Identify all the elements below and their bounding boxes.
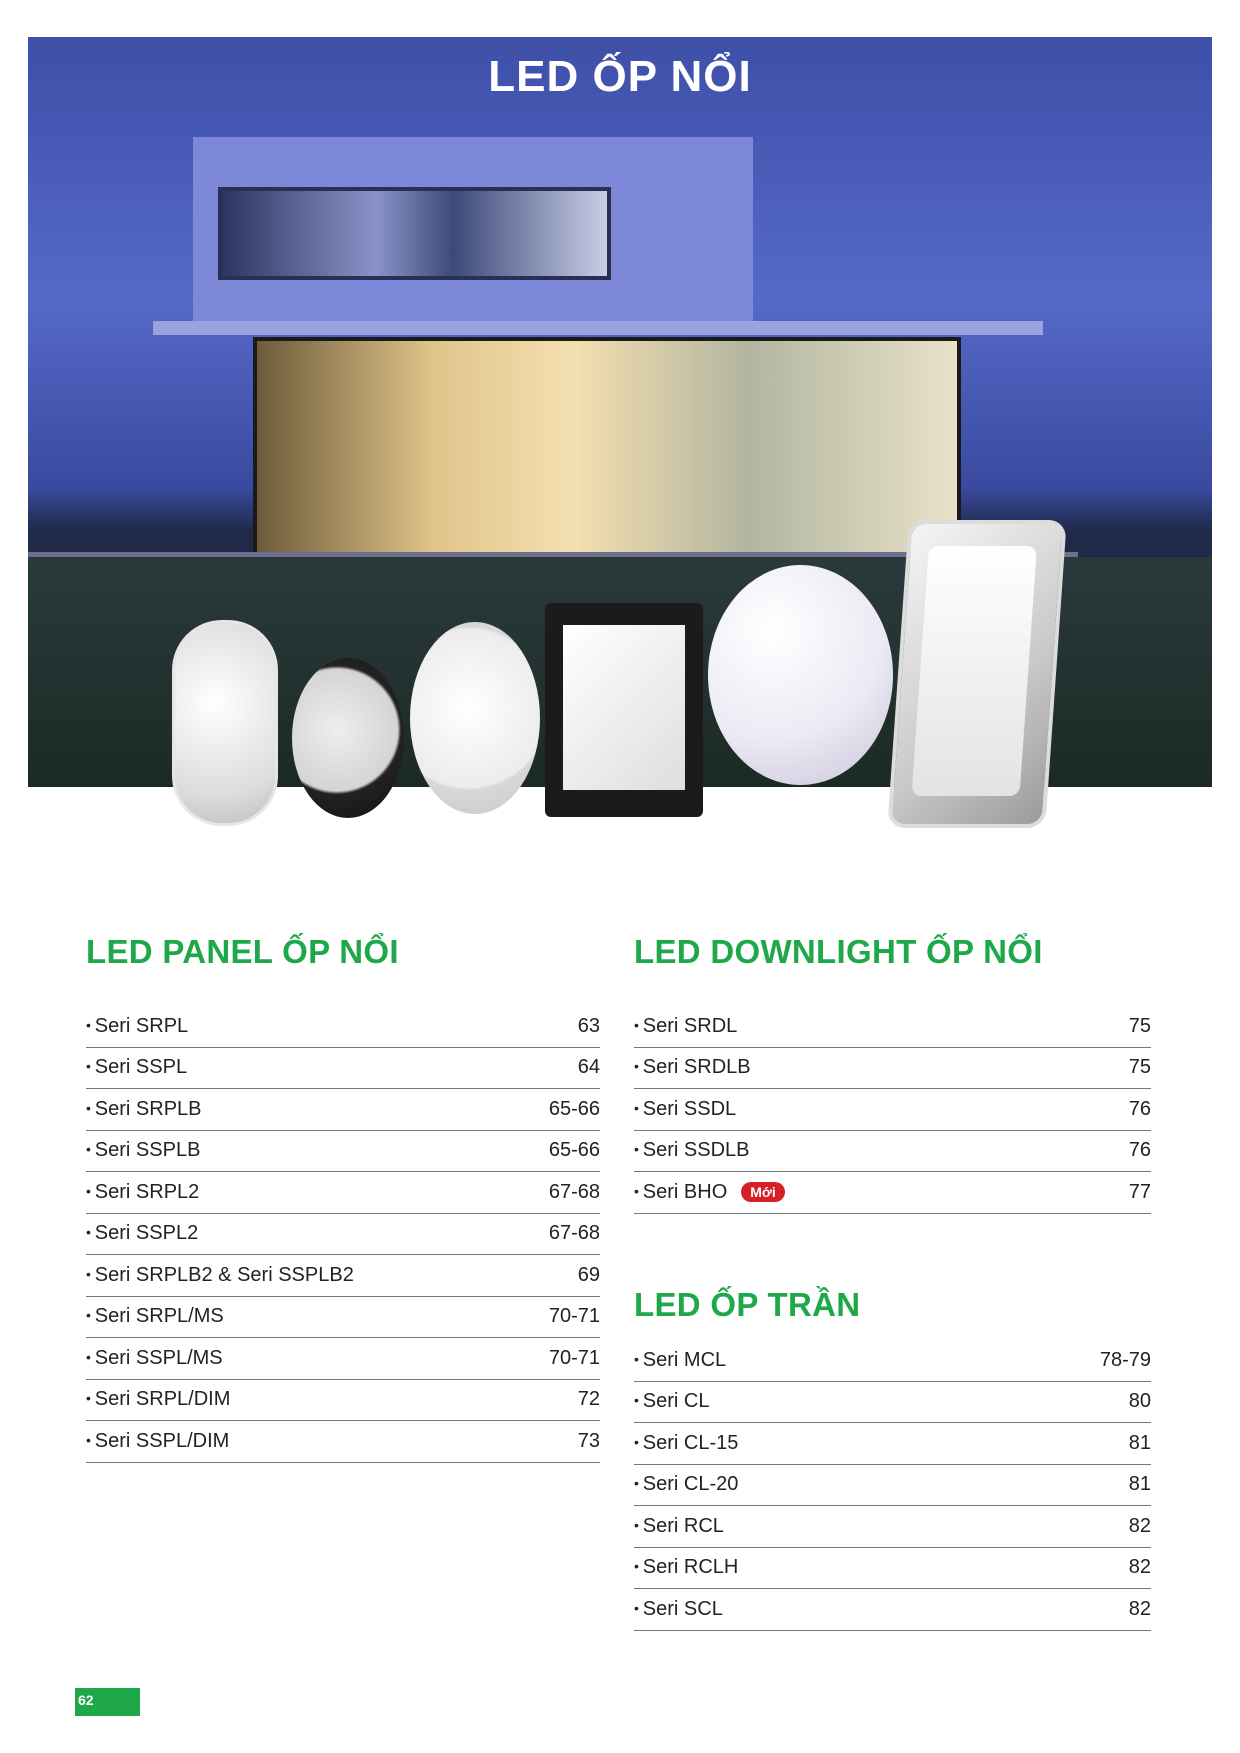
item-page: 75: [1128, 1056, 1151, 1079]
item-page: 65-66: [548, 1139, 600, 1162]
dome-ceiling-light-product: [708, 565, 893, 785]
item-page: 67-68: [548, 1180, 600, 1203]
house-roof-slab: [153, 321, 1043, 335]
item-name: • Seri SSPLB: [86, 1139, 200, 1162]
black-square-panel-product: [545, 603, 703, 817]
item-page: 77: [1128, 1180, 1151, 1203]
list-item[interactable]: [86, 1131, 600, 1173]
item-page: 76: [1128, 1139, 1151, 1162]
section-title-downlight: LED DOWNLIGHT ỐP NỔI: [634, 933, 1043, 970]
list-item[interactable]: [634, 1506, 1151, 1548]
section-title-ceiling: LED ỐP TRẦN: [634, 1286, 861, 1323]
item-page: 82: [1128, 1597, 1151, 1620]
item-name: • Seri CL-15: [634, 1432, 738, 1455]
item-name: • Seri CL: [634, 1390, 710, 1413]
list-item[interactable]: [634, 1465, 1151, 1507]
list-item[interactable]: [634, 1172, 1151, 1214]
ceiling-list: [634, 1340, 1151, 1631]
item-name: • Seri SRPL: [86, 1015, 188, 1038]
list-item[interactable]: [634, 1423, 1151, 1465]
item-name: • Seri SRPL2: [86, 1181, 199, 1204]
list-item[interactable]: [86, 1006, 600, 1048]
list-item[interactable]: [86, 1421, 600, 1463]
item-page: 63: [577, 1014, 600, 1037]
house-glass-room: [253, 337, 961, 560]
item-page: 80: [1128, 1390, 1151, 1413]
item-name: • Seri SRPLB: [86, 1098, 202, 1121]
item-page: 81: [1128, 1473, 1151, 1496]
list-item[interactable]: [634, 1131, 1151, 1173]
hero-title: LED ỐP NỔI: [488, 52, 752, 101]
list-item[interactable]: [86, 1172, 600, 1214]
list-item[interactable]: [634, 1048, 1151, 1090]
white-round-panel-product: [410, 622, 540, 814]
item-name: • Seri MCL: [634, 1349, 726, 1372]
item-page: 81: [1128, 1431, 1151, 1454]
item-name: • Seri SRPL/MS: [86, 1305, 224, 1328]
item-page: 70-71: [548, 1305, 600, 1328]
list-item[interactable]: [634, 1006, 1151, 1048]
item-page: 72: [577, 1388, 600, 1411]
item-page: 73: [577, 1429, 600, 1452]
panel-list: [86, 1006, 600, 1463]
list-item[interactable]: [86, 1048, 600, 1090]
item-name: • Seri SRDL: [634, 1015, 737, 1038]
item-name: • Seri RCL: [634, 1515, 724, 1538]
item-name: • Seri SSPL/DIM: [86, 1430, 229, 1453]
item-name: • Seri SSDLB: [634, 1139, 750, 1162]
downlight-list: [634, 1006, 1151, 1214]
new-badge: Mới: [741, 1182, 785, 1202]
list-item[interactable]: [634, 1382, 1151, 1424]
item-page: 82: [1128, 1514, 1151, 1537]
item-page: 75: [1128, 1014, 1151, 1037]
black-round-light-product: [292, 658, 404, 818]
list-item[interactable]: [86, 1214, 600, 1256]
list-item[interactable]: [634, 1089, 1151, 1131]
list-item[interactable]: [634, 1589, 1151, 1631]
item-name: • Seri RCLH: [634, 1556, 738, 1579]
item-page: 65-66: [548, 1097, 600, 1120]
item-page: 67-68: [548, 1222, 600, 1245]
section-title-panel: LED PANEL ỐP NỔI: [86, 933, 399, 970]
item-name: • Seri SCL: [634, 1598, 723, 1621]
house-upper-window: [218, 187, 611, 280]
tray-ceiling-light-product: [887, 520, 1067, 828]
list-item[interactable]: [634, 1340, 1151, 1382]
item-name: • Seri SSPL2: [86, 1222, 198, 1245]
item-name: • Seri SRPL/DIM: [86, 1388, 230, 1411]
list-item[interactable]: [86, 1338, 600, 1380]
item-page: 70-71: [548, 1346, 600, 1369]
item-name: • Seri BHO: [634, 1181, 727, 1204]
item-page: 76: [1128, 1097, 1151, 1120]
item-page: 82: [1128, 1556, 1151, 1579]
item-page: 69: [577, 1263, 600, 1286]
item-name: • Seri SRDLB: [634, 1056, 751, 1079]
oval-light-product: [172, 620, 278, 826]
item-name: • Seri CL-20: [634, 1473, 738, 1496]
item-name: • Seri SSPL/MS: [86, 1347, 223, 1370]
list-item[interactable]: [634, 1548, 1151, 1590]
list-item[interactable]: [86, 1380, 600, 1422]
item-name: • Seri SSDL: [634, 1098, 736, 1121]
page-number: 62: [75, 1688, 140, 1716]
list-item[interactable]: [86, 1089, 600, 1131]
list-item[interactable]: [86, 1297, 600, 1339]
item-page: 64: [577, 1056, 600, 1079]
list-item[interactable]: [86, 1255, 600, 1297]
item-name: • Seri SRPLB2 & Seri SSPLB2: [86, 1264, 354, 1287]
item-page: 78-79: [1099, 1348, 1151, 1371]
item-name: • Seri SSPL: [86, 1056, 187, 1079]
